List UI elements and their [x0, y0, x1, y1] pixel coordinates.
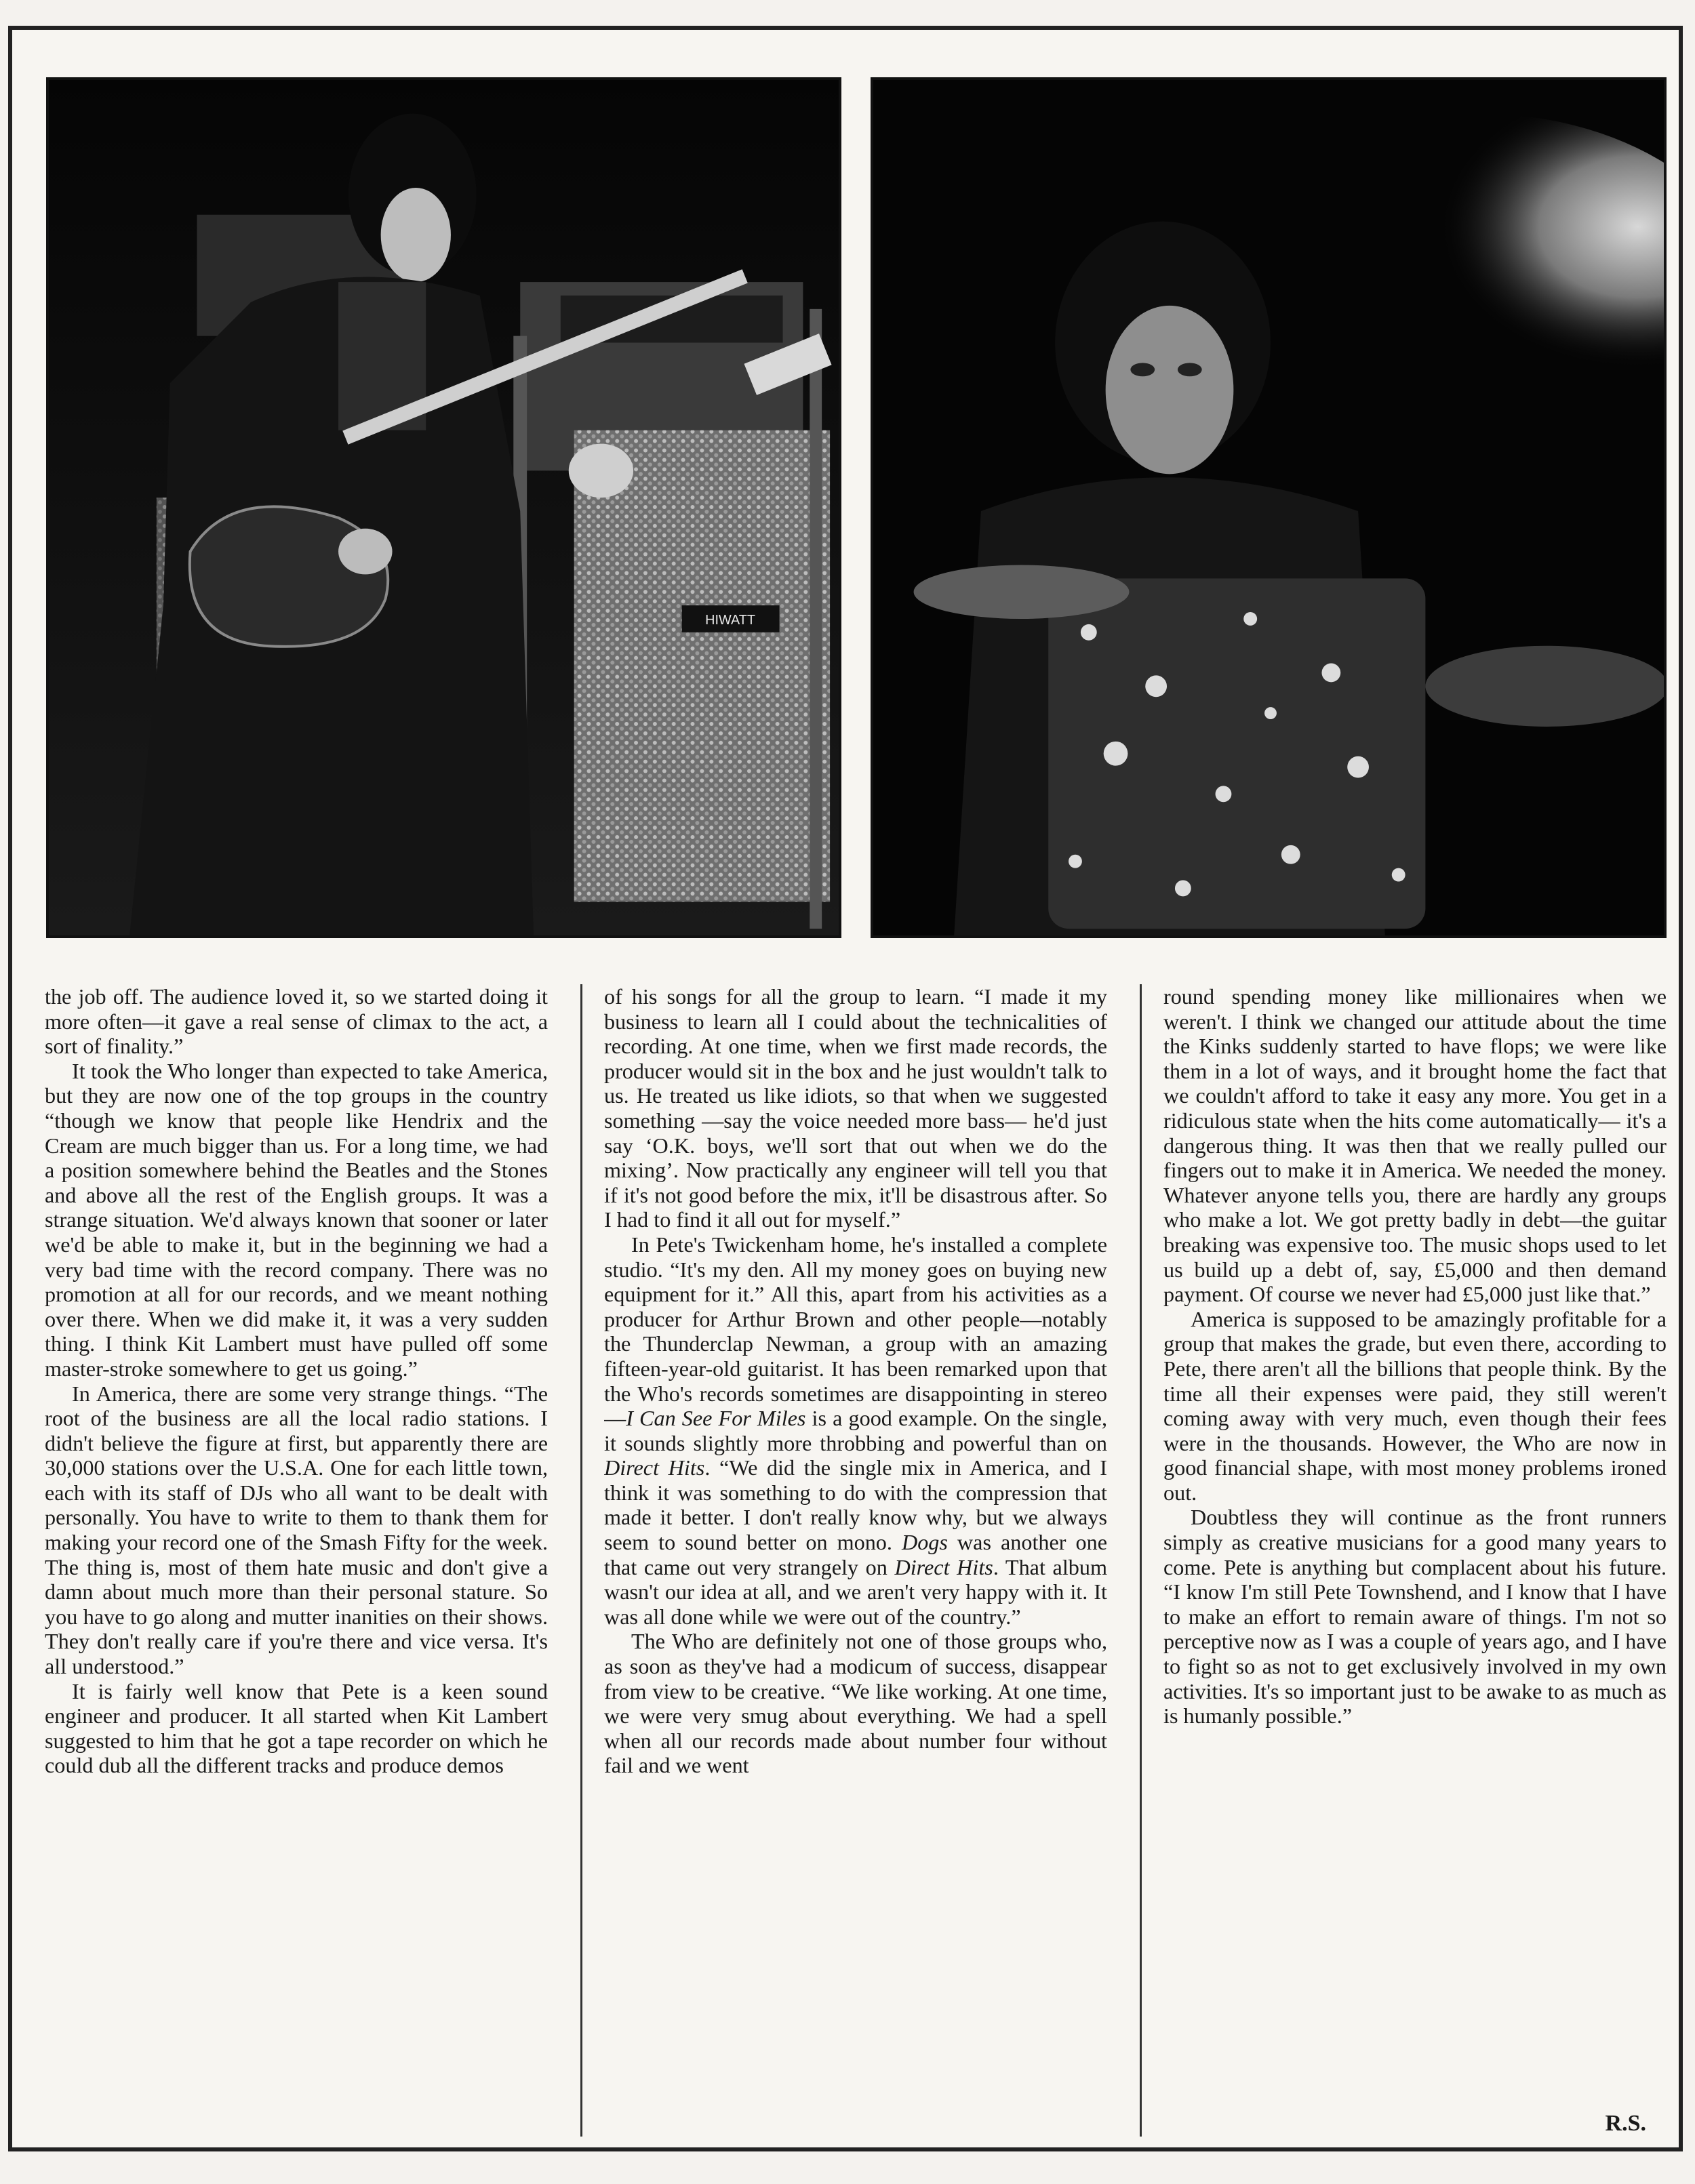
article-body: [45, 984, 1667, 2137]
song-title: I Can See For Miles: [626, 1406, 806, 1431]
hiwatt-amp-label: HIWATT: [705, 612, 756, 628]
paragraph: America is supposed to be amazingly profitable for a group that makes the grade, but even there, according to Pete, there aren't all the billions that people think. By the time all their expenses were paid, they still weren't coming away with very much, even though their fees were in the thousands. However, the Who are now in good financial shape, with most money problems ironed out.: [1163, 1306, 1667, 1505]
paragraph: Doubtless they will continue as the front runners simply as creative musicians for a good many years to come. Pete is anything but complacent about his future. “I know I'm still Pete Townshend, and I know that I have to make an effort to remain aware of things. I'm not so perceptive now as I was a couple of years ago, and I have to fight so as not to get exclusively involved in my own activities. It's so important just to be awake to as much as is humanly possible.”: [1163, 1505, 1667, 1728]
album-title: Direct Hits: [894, 1554, 993, 1579]
article-column-3: [1163, 984, 1667, 2137]
paragraph: [604, 1232, 1107, 1630]
paragraph: The Who are definitely not one of those groups who, as soon as they've had a modicum of success, disappear from view to be creative. “We like working. At one time, we were very smug about everything. We had a spell when all our records made about number four without fail and we went: [604, 1629, 1107, 1778]
article-column-2: [604, 984, 1107, 2137]
text-run: is a good example. On the single, it sounds slightly more throbbing and powerful than on: [604, 1406, 1107, 1455]
text-run: . That album wasn't our idea at all, and we aren't very happy with it. It was all done while we were out of the country.”: [604, 1554, 1107, 1629]
photo-drummer: [871, 77, 1667, 938]
column-divider: [1140, 984, 1142, 2137]
column-divider: [580, 984, 582, 2137]
paragraph: It is fairly well know that Pete is a keen sound engineer and producer. It all started when Kit Lambert suggested to him that he got a tape recorder on which he could dub all the different tracks and produce demos: [45, 1678, 548, 1778]
paragraph: round spending money like millionaires when we weren't. I think we changed our attitude about the time the Kinks suddenly started to have flops; we were like them in a lot of ways, and it brought home the fact that we couldn't afford to take it easy any more. You get in a ridiculous state when the hits come automatically— it's a dangerous thing. It was then that we really pulled our fingers out to make it in America. We needed the money. Whatever anyone tells you, there are hardly any groups who make a lot. We got pretty badly in debt—the guitar breaking was expensive too. The music shops used to let us build up a debt of, say, £5,000 and then demand payment. Of course we never had £5,000 just like that.”: [1163, 984, 1667, 1307]
drummer-photo-image: [873, 80, 1664, 935]
article-column-1: [45, 984, 548, 2137]
paragraph: In America, there are some very strange things. “The root of the business are all the local radio stations. I didn't believe the figure at first, but apparently there are 30,000 stations over the U.S.A. One for each little town, each with its staff of DJs who all want to be dealt with personally. You have to write to them to thank them for making your record one of the Smash Fifty for the week. The thing is, most of them hate music and don't give a damn about much more than their personal stature. So you have to go along and mutter inanities on their shows. They don't really care if you're there and vice versa. It's all understood.”: [45, 1381, 548, 1679]
paragraph: the job off. The audience loved it, so we started doing it more often—it gave a real sense of climax to the act, a sort of finality.”: [45, 984, 548, 1059]
text-run: was another one that came out very strangely on: [604, 1530, 1107, 1579]
song-title: Dogs: [901, 1530, 948, 1555]
bassist-photo-image: [49, 80, 839, 935]
text-run: . “We did the single mix in America, and I think it was something to do with the compression that made it better. I don't really know why, but we always seem to sound better on mono.: [604, 1455, 1107, 1555]
text-run: In Pete's Twickenham home, he's installed a complete studio. “It's my den. All my money goes on buying new equipment for it.” All this, apart from his activities as a producer for Arthur Brown and other people—notably the Thunderclap Newman, a group with an amazing fifteen-year-old guitarist. It has been remarked upon that the Who's records sometimes are disappointing in stereo—: [604, 1232, 1107, 1431]
author-signoff: R.S.: [1605, 2111, 1646, 2137]
paragraph: It took the Who longer than expected to take America, but they are now one of the top groups in the country “though we know that people like Hendrix and the Cream are much bigger than us. For a long time, we had a position somewhere behind the Beatles and the Stones and above all the rest of the English groups. It was a strange situation. We'd always known that sooner or later we'd be able to make it, but in the beginning we had a very bad time with the record company. There was no promotion at all for our records, and we meant nothing over there. When we did make it, it was a very sudden thing. I think Kit Lambert must have pulled off some master-stroke somewhere to get us going.”: [45, 1058, 548, 1381]
paragraph: of his songs for all the group to learn. “I made it my business to learn all I could about the technicalities of recording. At one time, when we first made records, the producer would sit in the box and he just wouldn't talk to us. He treated us like idiots, so that when we suggested something —say the voice needed more bass— he'd just say ‘O.K. boys, we'll sort that out when we do the mixing’. Now practically any engineer will tell you that if it's not good before the mix, it'll be disastrous after. So I had to find it all out for myself.”: [604, 984, 1107, 1232]
page-frame: [8, 26, 1683, 2151]
album-title: Direct Hits: [604, 1455, 705, 1480]
photo-bassist: [46, 77, 841, 938]
